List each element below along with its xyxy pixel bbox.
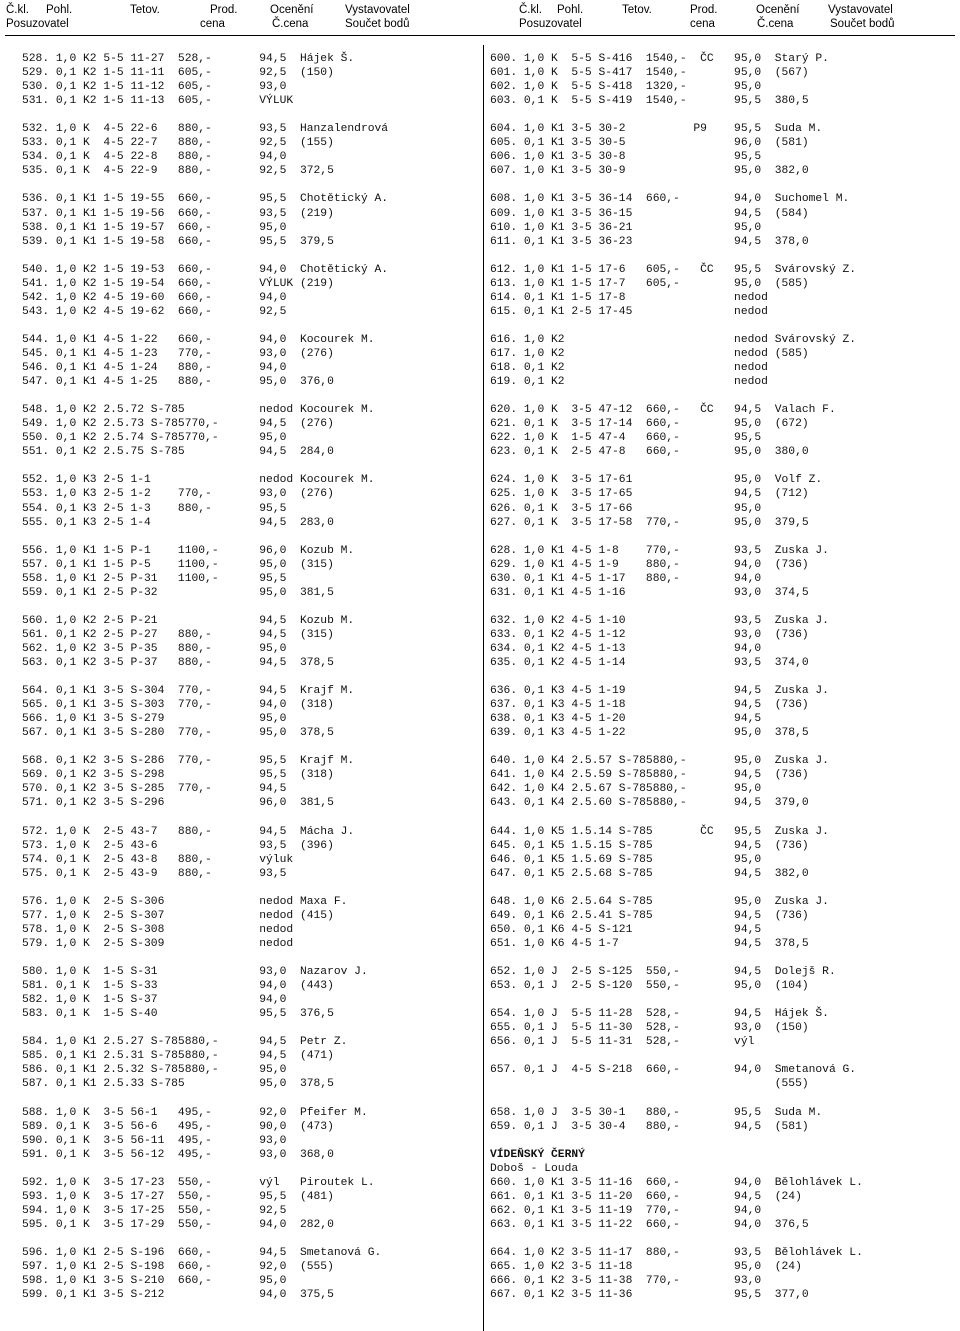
result-row: 588. 1,0 K 3-5 56-1 495,- 92,0 Pfeifer M. xyxy=(22,1106,368,1119)
row-spacer xyxy=(490,881,955,895)
result-row: 656. 0,1 J 5-5 11-31 528,- výl xyxy=(490,1036,755,1049)
result-row: 528. 1,0 K2 5-5 11-27 528,- 94,5 Hájek Š. xyxy=(22,53,355,65)
result-row: 636. 0,1 K3 4-5 1-19 94,5 Zuska J. xyxy=(490,685,829,698)
result-row: 559. 0,1 K1 2-5 P-32 95,0 381,5 xyxy=(22,586,334,599)
row-spacer xyxy=(490,993,955,1007)
result-row: 637. 0,1 K3 4-5 1-18 94,5 (736) xyxy=(490,699,809,712)
result-row: 569. 0,1 K2 3-5 S-298 95,5 (318) xyxy=(22,769,334,782)
result-row: 582. 1,0 K 1-5 S-37 94,0 xyxy=(22,994,287,1007)
result-row: 667. 0,1 K2 3-5 11-36 95,5 377,0 xyxy=(490,1289,809,1302)
result-row: 622. 1,0 K 1-5 47-4 660,- 95,5 xyxy=(490,432,762,445)
left-results-column xyxy=(22,52,477,1302)
row-spacer xyxy=(22,459,477,473)
result-row: 565. 0,1 K1 3-5 S-303 770,- 94,0 (318) xyxy=(22,699,334,712)
result-row: 616. 1,0 K2 nedod Svárovský Z. xyxy=(490,333,857,346)
result-row: 576. 1,0 K 2-5 S-306 nedod Maxa F. xyxy=(22,895,348,908)
row-spacer xyxy=(490,600,955,614)
result-row: 664. 1,0 K2 3-5 11-17 880,- 93,5 Bělohlávek L. xyxy=(490,1246,863,1259)
result-row: 641. 1,0 K4 2.5.59 S-785880,- 94,5 (736) xyxy=(490,769,809,782)
row-spacer xyxy=(22,530,477,544)
row-spacer xyxy=(490,108,955,122)
result-row: 575. 0,1 K 2-5 43-9 880,- 93,5 xyxy=(22,867,287,880)
result-row: 617. 1,0 K2 nedod (585) xyxy=(490,347,809,360)
result-row: 537. 0,1 K1 1-5 19-56 660,- 93,5 (219) xyxy=(22,207,334,220)
result-row: 571. 0,1 K2 3-5 S-296 96,0 381,5 xyxy=(22,797,334,810)
result-row: 654. 1,0 J 5-5 11-28 528,- 94,5 Hájek Š. xyxy=(490,1008,829,1021)
result-row: 604. 1,0 K1 3-5 30-2 P9 95,5 Suda M. xyxy=(490,123,823,136)
result-row: 650. 0,1 K6 4-5 S-121 94,5 xyxy=(490,923,762,936)
result-row: 547. 0,1 K1 4-5 1-25 880,- 95,0 376,0 xyxy=(22,376,334,389)
row-spacer xyxy=(22,670,477,684)
result-row: 602. 1,0 K 5-5 S-418 1320,- 95,0 xyxy=(490,81,762,94)
result-row: 624. 1,0 K 3-5 17-61 95,0 Volf Z. xyxy=(490,474,823,487)
result-row: 598. 1,0 K1 3-5 S-210 660,- 95,0 xyxy=(22,1275,287,1288)
result-row: 585. 0,1 K1 2.5.31 S-785880,- 94,5 (471) xyxy=(22,1050,334,1063)
result-row: 543. 1,0 K2 4-5 19-62 660,- 92,5 xyxy=(22,305,287,318)
header-col-prize-number: Č.cena xyxy=(272,18,309,30)
row-spacer xyxy=(490,459,955,473)
result-row: 554. 0,1 K3 2-5 1-3 880,- 95,5 xyxy=(22,502,287,515)
result-row: 574. 0,1 K 2-5 43-8 880,- výluk xyxy=(22,853,294,866)
result-row: 567. 0,1 K1 3-5 S-280 770,- 95,0 378,5 xyxy=(22,727,334,740)
header-col-number: Č.kl. xyxy=(519,4,542,16)
result-row: 597. 1,0 K1 2-5 S-198 660,- 92,0 (555) xyxy=(22,1261,334,1274)
result-row: 594. 1,0 K 3-5 17-25 550,- 92,5 xyxy=(22,1204,287,1217)
header-col-rating: Ocenění xyxy=(270,4,314,16)
result-row: 548. 1,0 K2 2.5.72 S-785 nedod Kocourek M. xyxy=(22,404,375,417)
header-col-tattoo: Tetov. xyxy=(130,4,160,16)
result-row: 625. 1,0 K 3-5 17-65 94,5 (712) xyxy=(490,488,809,501)
result-row: 627. 0,1 K 3-5 17-58 770,- 95,0 379,5 xyxy=(490,516,809,529)
header-col-judge: Posuzovatel xyxy=(6,18,69,30)
result-row: 531. 0,1 K2 1-5 11-13 605,- VÝLUK xyxy=(22,95,294,108)
result-row: 652. 1,0 J 2-5 S-125 550,- 94,5 Dolejš R. xyxy=(490,966,836,979)
header-col-total-points: Součet bodů xyxy=(345,18,410,30)
header-divider xyxy=(5,35,955,36)
result-row: 553. 1,0 K3 2-5 1-2 770,- 93,0 (276) xyxy=(22,488,334,501)
result-row: 607. 1,0 K1 3-5 30-9 95,0 382,0 xyxy=(490,165,809,178)
result-row: 593. 1,0 K 3-5 17-27 550,- 95,5 (481) xyxy=(22,1190,334,1203)
result-row: 628. 1,0 K1 4-5 1-8 770,- 93,5 Zuska J. xyxy=(490,544,829,557)
result-row: 612. 1,0 K1 1-5 17-6 605,- ČC 95,5 Svárovský Z. xyxy=(490,263,857,276)
result-row: 538. 0,1 K1 1-5 19-57 660,- 95,0 xyxy=(22,221,287,234)
row-spacer xyxy=(490,1049,955,1063)
result-row: 561. 0,1 K2 2-5 P-27 880,- 94,5 (315) xyxy=(22,628,334,641)
header-col-price: cena xyxy=(200,18,225,30)
header-col-prize-number: Č.cena xyxy=(757,18,794,30)
result-row: 629. 1,0 K1 4-5 1-9 880,- 94,0 (736) xyxy=(490,558,809,571)
result-row: 633. 0,1 K2 4-5 1-12 93,0 (736) xyxy=(490,628,809,641)
row-spacer xyxy=(22,811,477,825)
result-row: 540. 1,0 K2 1-5 19-53 660,- 94,0 Chotětický A. xyxy=(22,263,389,276)
result-row: 655. 0,1 J 5-5 11-30 528,- 93,0 (150) xyxy=(490,1022,809,1035)
result-row: 584. 1,0 K1 2.5.27 S-785880,- 94,5 Petr Z. xyxy=(22,1036,348,1049)
row-spacer xyxy=(22,108,477,122)
result-row: 534. 0,1 K 4-5 22-8 880,- 94,0 xyxy=(22,151,287,164)
result-row: 609. 1,0 K1 3-5 36-15 94,5 (584) xyxy=(490,207,809,220)
result-row: 536. 0,1 K1 1-5 19-55 660,- 95,5 Chotětický A. xyxy=(22,193,389,206)
header-col-price: cena xyxy=(690,18,715,30)
result-row: 639. 0,1 K3 4-5 1-22 95,0 378,5 xyxy=(490,727,809,740)
row-spacer xyxy=(22,600,477,614)
result-row: 579. 1,0 K 2-5 S-309 nedod xyxy=(22,937,294,950)
result-row: 546. 0,1 K1 4-5 1-24 880,- 94,0 xyxy=(22,362,287,375)
result-row: 611. 0,1 K1 3-5 36-23 94,5 378,0 xyxy=(490,235,809,248)
result-row: 529. 0,1 K2 1-5 11-11 605,- 92,5 (150) xyxy=(22,67,334,80)
header-col-exhibitor: Vystavovatel xyxy=(345,4,410,16)
result-row: Doboš - Louda xyxy=(490,1162,579,1175)
result-row: 544. 1,0 K1 4-5 1-22 660,- 94,0 Kocourek M. xyxy=(22,333,375,346)
header-col-number: Č.kl. xyxy=(6,4,29,16)
header-col-sale: Prod. xyxy=(690,4,718,16)
result-row: 613. 1,0 K1 1-5 17-7 605,- 95,0 (585) xyxy=(490,277,809,290)
result-row: 643. 0,1 K4 2.5.60 S-785880,- 94,5 379,0 xyxy=(490,797,809,810)
result-row: 589. 0,1 K 3-5 56-6 495,- 90,0 (473) xyxy=(22,1120,334,1133)
result-row: 599. 0,1 K1 3-5 S-212 94,0 375,5 xyxy=(22,1289,334,1302)
result-row: 659. 0,1 J 3-5 30-4 880,- 94,5 (581) xyxy=(490,1120,809,1133)
row-spacer xyxy=(490,670,955,684)
result-row: 618. 0,1 K2 nedod xyxy=(490,362,768,375)
result-row: 658. 1,0 J 3-5 30-1 880,- 95,5 Suda M. xyxy=(490,1106,823,1119)
result-row: 530. 0,1 K2 1-5 11-12 605,- 93,0 xyxy=(22,81,287,94)
row-spacer xyxy=(490,1232,955,1246)
row-spacer xyxy=(22,1232,477,1246)
result-row: 581. 0,1 K 1-5 S-33 94,0 (443) xyxy=(22,980,334,993)
result-row: 638. 0,1 K3 4-5 1-20 94,5 xyxy=(490,713,762,726)
result-row: 632. 1,0 K2 4-5 1-10 93,5 Zuska J. xyxy=(490,614,829,627)
right-results-column xyxy=(490,52,955,1302)
row-spacer xyxy=(490,530,955,544)
result-row: 657. 0,1 J 4-5 S-218 660,- 94,0 Smetanová G. xyxy=(490,1064,857,1077)
row-spacer xyxy=(22,1021,477,1035)
result-row: (555) xyxy=(490,1078,809,1091)
result-row: 570. 0,1 K2 3-5 S-285 770,- 94,5 xyxy=(22,783,287,796)
row-spacer xyxy=(22,951,477,965)
result-row: 541. 1,0 K2 1-5 19-54 660,- VÝLUK (219) xyxy=(22,277,334,290)
row-spacer xyxy=(490,740,955,754)
result-row: 535. 0,1 K 4-5 22-9 880,- 92,5 372,5 xyxy=(22,165,334,178)
header-col-exhibitor: Vystavovatel xyxy=(828,4,893,16)
result-row: 610. 1,0 K1 3-5 36-21 95,0 xyxy=(490,221,762,234)
result-row: 573. 1,0 K 2-5 43-6 93,5 (396) xyxy=(22,839,334,852)
result-row: 631. 0,1 K1 4-5 1-16 93,0 374,5 xyxy=(490,586,809,599)
result-row: 549. 1,0 K2 2.5.73 S-785770,- 94,5 (276) xyxy=(22,418,334,431)
result-row: 533. 0,1 K 4-5 22-7 880,- 92,5 (155) xyxy=(22,137,334,150)
result-row: 614. 0,1 K1 1-5 17-8 nedod xyxy=(490,291,768,304)
result-row: 606. 1,0 K1 3-5 30-8 95,5 xyxy=(490,151,762,164)
result-row: 577. 1,0 K 2-5 S-307 nedod (415) xyxy=(22,909,334,922)
result-row: 550. 0,1 K2 2.5.74 S-785770,- 95,0 xyxy=(22,432,287,445)
result-row: 626. 0,1 K 3-5 17-66 95,0 xyxy=(490,502,762,515)
result-row: 642. 1,0 K4 2.5.67 S-785880,- 95,0 xyxy=(490,783,762,796)
result-row: 560. 1,0 K2 2-5 P-21 94,5 Kozub M. xyxy=(22,614,355,627)
result-row: 635. 0,1 K2 4-5 1-14 93,5 374,0 xyxy=(490,657,809,670)
result-row: 578. 1,0 K 2-5 S-308 nedod xyxy=(22,923,294,936)
result-row: 644. 1,0 K5 1.5.14 S-785 ČC 95,5 Zuska J. xyxy=(490,825,829,838)
row-spacer xyxy=(490,178,955,192)
row-spacer xyxy=(490,389,955,403)
row-spacer xyxy=(22,319,477,333)
result-row: 634. 0,1 K2 4-5 1-13 94,0 xyxy=(490,642,762,655)
result-row: 545. 0,1 K1 4-5 1-23 770,- 93,0 (276) xyxy=(22,347,334,360)
header-col-judge: Posuzovatel xyxy=(519,18,582,30)
header-col-rating: Ocenění xyxy=(756,4,800,16)
column-divider xyxy=(483,45,484,1331)
result-row: 603. 0,1 K 5-5 S-419 1540,- 95,5 380,5 xyxy=(490,95,809,108)
result-row: 590. 0,1 K 3-5 56-11 495,- 93,0 xyxy=(22,1134,287,1147)
row-spacer xyxy=(22,1162,477,1176)
result-row: 591. 0,1 K 3-5 56-12 495,- 93,0 368,0 xyxy=(22,1148,334,1161)
result-row: 615. 0,1 K1 2-5 17-45 nedod xyxy=(490,305,768,318)
result-row: 640. 1,0 K4 2.5.57 S-785880,- 95,0 Zuska J. xyxy=(490,755,829,768)
result-row: 555. 0,1 K3 2-5 1-4 94,5 283,0 xyxy=(22,516,334,529)
result-row: 587. 0,1 K1 2.5.33 S-785 95,0 378,5 xyxy=(22,1078,334,1091)
row-spacer xyxy=(490,249,955,263)
result-row: 660. 1,0 K1 3-5 11-16 660,- 94,0 Bělohlávek L. xyxy=(490,1176,863,1189)
result-row: 539. 0,1 K1 1-5 19-58 660,- 95,5 379,5 xyxy=(22,235,334,248)
result-row: 665. 1,0 K2 3-5 11-18 95,0 (24) xyxy=(490,1261,802,1274)
header-col-sex: Pohl. xyxy=(557,4,584,16)
result-row: 564. 0,1 K1 3-5 S-304 770,- 94,5 Krajf M. xyxy=(22,685,355,698)
result-row: 630. 0,1 K1 4-5 1-17 880,- 94,0 xyxy=(490,572,762,585)
result-row: 619. 0,1 K2 nedod xyxy=(490,376,768,389)
result-row: 572. 1,0 K 2-5 43-7 880,- 94,5 Mácha J. xyxy=(22,825,355,838)
result-row: 651. 1,0 K6 4-5 1-7 94,5 378,5 xyxy=(490,937,809,950)
result-row: 551. 0,1 K2 2.5.75 S-785 94,5 284,0 xyxy=(22,446,334,459)
header-col-tattoo: Tetov. xyxy=(622,4,652,16)
result-row: 608. 1,0 K1 3-5 36-14 660,- 94,0 Suchomel M. xyxy=(490,193,850,206)
result-row: 666. 0,1 K2 3-5 11-38 770,- 93,0 xyxy=(490,1275,762,1288)
header-col-total-points: Součet bodů xyxy=(830,18,895,30)
row-spacer xyxy=(490,811,955,825)
result-row: 583. 0,1 K 1-5 S-40 95,5 376,5 xyxy=(22,1008,334,1021)
result-row: 663. 0,1 K1 3-5 11-22 660,- 94,0 376,5 xyxy=(490,1218,809,1231)
result-row: 647. 0,1 K5 2.5.68 S-785 94,5 382,0 xyxy=(490,867,809,880)
row-spacer xyxy=(22,178,477,192)
row-spacer xyxy=(22,1091,477,1105)
row-spacer xyxy=(490,319,955,333)
result-row: 620. 1,0 K 3-5 47-12 660,- ČC 94,5 Valach F. xyxy=(490,404,836,417)
result-row: 557. 0,1 K1 1-5 P-5 1100,- 95,0 (315) xyxy=(22,558,334,571)
row-spacer xyxy=(22,249,477,263)
result-row: 566. 1,0 K1 3-5 S-279 95,0 xyxy=(22,713,287,726)
result-row: 556. 1,0 K1 1-5 P-1 1100,- 96,0 Kozub M. xyxy=(22,544,355,557)
result-row: 562. 1,0 K2 3-5 P-35 880,- 95,0 xyxy=(22,642,287,655)
row-spacer xyxy=(22,389,477,403)
table-header xyxy=(0,0,960,36)
result-row: 600. 1,0 K 5-5 S-416 1540,- ČC 95,0 Starý P. xyxy=(490,53,829,65)
result-row: 596. 1,0 K1 2-5 S-196 660,- 94,5 Smetanová G. xyxy=(22,1246,382,1259)
row-spacer xyxy=(22,881,477,895)
row-spacer xyxy=(490,1091,955,1105)
result-row: 623. 0,1 K 2-5 47-8 660,- 95,0 380,0 xyxy=(490,446,809,459)
result-row: 621. 0,1 K 3-5 17-14 660,- 95,0 (672) xyxy=(490,418,809,431)
header-col-sale: Prod. xyxy=(210,4,238,16)
result-row: 653. 0,1 J 2-5 S-120 550,- 95,0 (104) xyxy=(490,980,809,993)
result-row: 662. 0,1 K1 3-5 11-19 770,- 94,0 xyxy=(490,1204,762,1217)
result-row: 649. 0,1 K6 2.5.41 S-785 94,5 (736) xyxy=(490,909,809,922)
result-row: 592. 1,0 K 3-5 17-23 550,- výl Piroutek L. xyxy=(22,1176,375,1189)
result-row: 648. 1,0 K6 2.5.64 S-785 95,0 Zuska J. xyxy=(490,895,829,908)
result-row: 605. 0,1 K1 3-5 30-5 96,0 (581) xyxy=(490,137,809,150)
result-row: 646. 0,1 K5 1.5.69 S-785 95,0 xyxy=(490,853,762,866)
result-row: 661. 0,1 K1 3-5 11-20 660,- 94,5 (24) xyxy=(490,1190,802,1203)
result-row: 532. 1,0 K 4-5 22-6 880,- 93,5 Hanzalendrová xyxy=(22,123,389,136)
result-row: 580. 1,0 K 1-5 S-31 93,0 Nazarov J. xyxy=(22,966,368,979)
result-row: 558. 1,0 K1 2-5 P-31 1100,- 95,5 xyxy=(22,572,287,585)
row-spacer xyxy=(22,740,477,754)
result-row: 645. 0,1 K5 1.5.15 S-785 94,5 (736) xyxy=(490,839,809,852)
result-row: 568. 0,1 K2 3-5 S-286 770,- 95,5 Krajf M. xyxy=(22,755,355,768)
section-heading: VÍDEŇSKÝ ČERNÝ xyxy=(490,1148,585,1161)
header-col-sex: Pohl. xyxy=(46,4,73,16)
result-row: 595. 0,1 K 3-5 17-29 550,- 94,0 282,0 xyxy=(22,1218,334,1231)
result-row: 552. 1,0 K3 2-5 1-1 nedod Kocourek M. xyxy=(22,474,375,487)
result-row: 601. 1,0 K 5-5 S-417 1540,- 95,0 (567) xyxy=(490,67,809,80)
result-row: 586. 0,1 K1 2.5.32 S-785880,- 95,0 xyxy=(22,1064,287,1077)
row-spacer xyxy=(490,1134,955,1148)
row-spacer xyxy=(490,951,955,965)
result-row: 563. 0,1 K2 3-5 P-37 880,- 94,5 378,5 xyxy=(22,657,334,670)
result-row: 542. 1,0 K2 4-5 19-60 660,- 94,0 xyxy=(22,291,287,304)
